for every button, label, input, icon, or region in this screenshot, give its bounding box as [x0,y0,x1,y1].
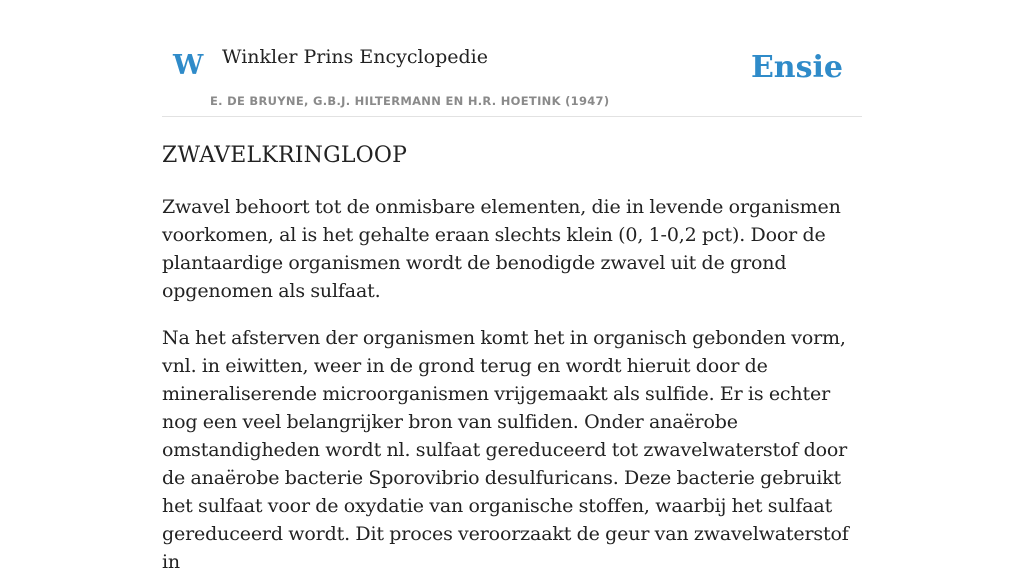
article-paragraph: Na het afsterven der organismen komt het in organisch gebonden vorm, vnl. in eiwitten, weer in de grond terug en wordt hieruit door de mineraliserende microorganismen vrijgemaakt als sulfide. Er is echter nog een veel belangrijker bron van sulfiden. Onder anaërobe omstandigheden wordt nl. sulfaat gereduceerd tot zwavelwaterstof door de anaërobe bacterie Sporovibrio desulfuricans. Deze bacterie gebruikt het sulfaat voor de oxydatie van organische stoffen, waarbij het sulfaat gereduceerd wordt. Dit proces veroorzaakt de geur van zwavelwaterstof in [162,327,849,574]
winkler-prins-logo-icon[interactable]: W [173,50,204,81]
page [162,0,862,576]
article-title: ZWAVELKRINGLOOP [162,143,408,168]
site-header [162,0,862,117]
ensie-logo-link[interactable]: Ensie [750,50,843,85]
article [162,143,862,576]
site-title-link[interactable]: Winkler Prins Encyclopedie [222,46,488,68]
article-paragraph: Zwavel behoort tot de onmisbare elementen, die in levende organismen voorkomen, al is het gehalte eraan slechts klein (0, 1-0,2 pct). Door de plantaardige organismen wordt de benodigde zwavel uit de grond opgenomen als sulfaat. [162,196,841,303]
authors-byline: E. DE BRUYNE, G.B.J. HILTERMANN EN H.R. HOETINK (1947) [210,94,610,108]
